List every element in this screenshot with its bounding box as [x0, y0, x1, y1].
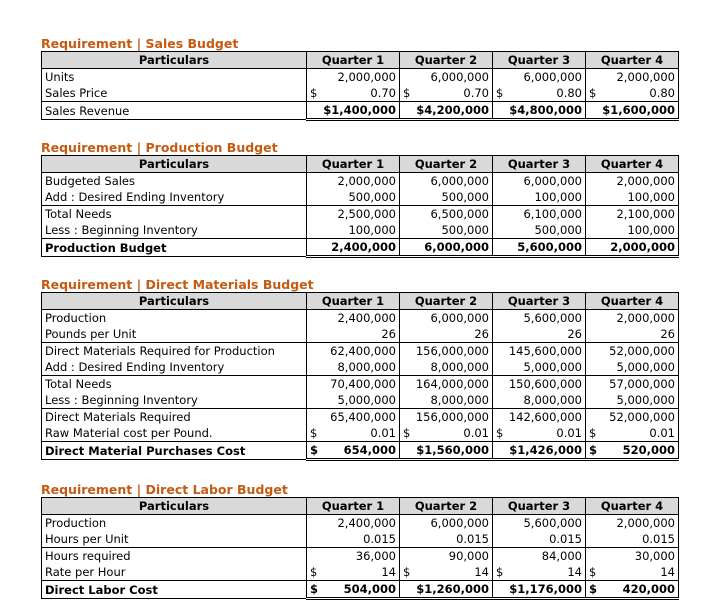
cell-value — [307, 102, 400, 120]
value-text: 0.01 — [649, 426, 675, 440]
direct-labor-budget-section — [41, 482, 679, 600]
table-row — [42, 425, 679, 442]
cell-value: 5,000,000 — [493, 359, 586, 376]
quarter-header-4: Quarter 4 — [586, 498, 679, 515]
particulars-header: Particulars — [42, 156, 307, 173]
row-label: Total Needs — [42, 376, 307, 393]
currency-symbol: $ — [589, 443, 598, 457]
cell-value: 70,400,000 — [307, 376, 400, 393]
quarter-header-2: Quarter 2 — [400, 52, 493, 69]
cell-value — [400, 581, 493, 599]
cell-value: 65,400,000 — [307, 409, 400, 426]
quarter-header-3: Quarter 3 — [493, 498, 586, 515]
cell-value: 500,000 — [307, 189, 400, 206]
cell-value: 6,500,000 — [400, 206, 493, 223]
table-row — [42, 310, 679, 327]
cell-value — [493, 425, 586, 442]
currency-symbol: $ — [310, 565, 318, 579]
row-label: Total Needs — [42, 206, 307, 223]
sales-budget-table — [41, 51, 679, 121]
table-row — [42, 548, 679, 565]
currency-symbol: $ — [589, 565, 597, 579]
cell-value — [493, 564, 586, 581]
row-label: Less : Beginning Inventory — [42, 392, 307, 409]
currency-symbol: $ — [589, 582, 598, 596]
value-text: 0.80 — [556, 86, 582, 100]
cell-value: 26 — [400, 326, 493, 343]
value-text: $1,560,000 — [416, 443, 489, 457]
cell-value: 36,000 — [307, 548, 400, 565]
row-label: Sales Revenue — [42, 102, 307, 120]
cell-value — [586, 564, 679, 581]
cell-value: 30,000 — [586, 548, 679, 565]
cell-value: 500,000 — [493, 222, 586, 239]
cell-value: 26 — [586, 326, 679, 343]
cell-value: 52,000,000 — [586, 343, 679, 360]
cell-value: 5,600,000 — [493, 310, 586, 327]
table-row — [42, 343, 679, 360]
cell-value: 2,100,000 — [586, 206, 679, 223]
cell-value: 6,000,000 — [493, 69, 586, 86]
table-row — [42, 189, 679, 206]
cell-value: 57,000,000 — [586, 376, 679, 393]
cell-value: 150,600,000 — [493, 376, 586, 393]
particulars-header: Particulars — [42, 293, 307, 310]
table-row — [42, 564, 679, 581]
cell-value: 145,600,000 — [493, 343, 586, 360]
cell-value: 62,400,000 — [307, 343, 400, 360]
value-text: 0.01 — [556, 426, 582, 440]
particulars-header: Particulars — [42, 498, 307, 515]
currency-symbol: $ — [403, 426, 411, 440]
cell-value: 100,000 — [586, 222, 679, 239]
cell-value: 5,600,000 — [493, 239, 586, 257]
row-label: Less : Beginning Inventory — [42, 222, 307, 239]
row-label: Direct Labor Cost — [42, 581, 307, 599]
row-label: Add : Desired Ending Inventory — [42, 189, 307, 206]
cell-value: 5,000,000 — [586, 392, 679, 409]
cell-value: 52,000,000 — [586, 409, 679, 426]
row-label: Rate per Hour — [42, 564, 307, 581]
cell-value: 0.015 — [400, 531, 493, 548]
cell-value — [493, 581, 586, 599]
cell-value: 6,000,000 — [400, 173, 493, 190]
cell-value — [586, 85, 679, 102]
currency-symbol: $ — [403, 86, 411, 100]
quarter-header-1: Quarter 1 — [307, 498, 400, 515]
row-label: Units — [42, 69, 307, 86]
quarter-header-3: Quarter 3 — [493, 52, 586, 69]
cell-value: 2,000,000 — [586, 515, 679, 532]
row-label: Budgeted Sales — [42, 173, 307, 190]
cell-value: 0.015 — [307, 531, 400, 548]
cell-value: 2,000,000 — [586, 239, 679, 257]
table-row — [42, 392, 679, 409]
header-row — [42, 52, 679, 69]
table-row — [42, 173, 679, 190]
table-row — [42, 85, 679, 102]
row-label: Raw Material cost per Pound. — [42, 425, 307, 442]
cell-value: 2,400,000 — [307, 515, 400, 532]
value-text: 654,000 — [343, 443, 396, 457]
quarter-header-3: Quarter 3 — [493, 156, 586, 173]
production-budget-table — [41, 155, 679, 258]
section-title: Requirement | Direct Labor Budget — [41, 482, 288, 497]
cell-value: 90,000 — [400, 548, 493, 565]
row-label: Production — [42, 310, 307, 327]
table-row — [42, 531, 679, 548]
currency-symbol: $ — [310, 426, 318, 440]
value-text: $1,260,000 — [416, 582, 489, 596]
table-row — [42, 206, 679, 223]
quarter-header-4: Quarter 4 — [586, 52, 679, 69]
header-row — [42, 498, 679, 515]
cell-value: 2,000,000 — [586, 173, 679, 190]
cell-value: 8,000,000 — [400, 359, 493, 376]
value-text: 0.80 — [649, 86, 675, 100]
row-label: Hours per Unit — [42, 531, 307, 548]
cell-value — [400, 442, 493, 460]
value-text: $1,426,000 — [509, 443, 582, 457]
cell-value — [586, 442, 679, 460]
cell-value — [400, 564, 493, 581]
cell-value: 2,000,000 — [307, 69, 400, 86]
sales-budget-section — [41, 36, 679, 121]
value-text: $1,400,000 — [323, 103, 396, 117]
cell-value — [493, 85, 586, 102]
table-row — [42, 222, 679, 239]
value-text: 520,000 — [622, 443, 675, 457]
cell-value: 2,400,000 — [307, 310, 400, 327]
cell-value — [307, 425, 400, 442]
cell-value: 2,000,000 — [586, 310, 679, 327]
value-text: $4,200,000 — [416, 103, 489, 117]
value-text: 0.70 — [370, 86, 396, 100]
section-title: Requirement | Sales Budget — [41, 36, 239, 51]
table-row — [42, 102, 679, 120]
quarter-header-1: Quarter 1 — [307, 293, 400, 310]
cell-value: 8,000,000 — [400, 392, 493, 409]
value-text: $4,800,000 — [509, 103, 582, 117]
cell-value: 5,000,000 — [586, 359, 679, 376]
quarter-header-1: Quarter 1 — [307, 52, 400, 69]
row-label: Hours required — [42, 548, 307, 565]
table-row — [42, 581, 679, 599]
cell-value: 2,000,000 — [586, 69, 679, 86]
cell-value: 6,000,000 — [400, 239, 493, 257]
value-text: 0.01 — [370, 426, 396, 440]
table-row — [42, 409, 679, 426]
value-text: $1,600,000 — [602, 103, 675, 117]
cell-value: 100,000 — [493, 189, 586, 206]
quarter-header-4: Quarter 4 — [586, 156, 679, 173]
cell-value: 0.015 — [493, 531, 586, 548]
table-row — [42, 326, 679, 343]
row-label: Pounds per Unit — [42, 326, 307, 343]
value-text: 0.70 — [463, 86, 489, 100]
production-budget-section — [41, 140, 679, 258]
currency-symbol: $ — [310, 86, 318, 100]
cell-value: 156,000,000 — [400, 409, 493, 426]
row-label: Direct Materials Required for Production — [42, 343, 307, 360]
value-text: 504,000 — [343, 582, 396, 596]
cell-value: 5,000,000 — [307, 392, 400, 409]
quarter-header-2: Quarter 2 — [400, 293, 493, 310]
cell-value: 26 — [493, 326, 586, 343]
direct-labor-budget-table — [41, 497, 679, 600]
currency-symbol: $ — [589, 426, 597, 440]
cell-value — [586, 425, 679, 442]
cell-value: 500,000 — [400, 189, 493, 206]
cell-value: 100,000 — [586, 189, 679, 206]
quarter-header-3: Quarter 3 — [493, 293, 586, 310]
cell-value: 500,000 — [400, 222, 493, 239]
row-label: Direct Materials Required — [42, 409, 307, 426]
currency-symbol: $ — [310, 443, 319, 457]
table-row — [42, 359, 679, 376]
header-row — [42, 156, 679, 173]
particulars-header: Particulars — [42, 52, 307, 69]
quarter-header-4: Quarter 4 — [586, 293, 679, 310]
cell-value: 6,000,000 — [493, 173, 586, 190]
cell-value: 26 — [307, 326, 400, 343]
cell-value: 6,000,000 — [400, 515, 493, 532]
value-text: 14 — [474, 565, 489, 579]
direct-materials-budget-section — [41, 277, 679, 461]
currency-symbol: $ — [589, 86, 597, 100]
cell-value — [493, 442, 586, 460]
cell-value — [307, 85, 400, 102]
value-text: $1,176,000 — [509, 582, 582, 596]
cell-value: 6,000,000 — [400, 310, 493, 327]
cell-value — [493, 102, 586, 120]
cell-value: 2,000,000 — [307, 173, 400, 190]
value-text: 14 — [381, 565, 396, 579]
cell-value: 0.015 — [586, 531, 679, 548]
section-title: Requirement | Production Budget — [41, 140, 278, 155]
cell-value: 6,100,000 — [493, 206, 586, 223]
cell-value: 2,500,000 — [307, 206, 400, 223]
cell-value: 8,000,000 — [493, 392, 586, 409]
cell-value: 2,400,000 — [307, 239, 400, 257]
row-label: Sales Price — [42, 85, 307, 102]
cell-value: 5,600,000 — [493, 515, 586, 532]
cell-value — [586, 102, 679, 120]
currency-symbol: $ — [496, 426, 504, 440]
value-text: 420,000 — [622, 582, 675, 596]
table-row — [42, 239, 679, 257]
table-row — [42, 515, 679, 532]
value-text: 14 — [660, 565, 675, 579]
table-row — [42, 69, 679, 86]
cell-value — [307, 564, 400, 581]
cell-value: 8,000,000 — [307, 359, 400, 376]
row-label: Add : Desired Ending Inventory — [42, 359, 307, 376]
value-text: 0.01 — [463, 426, 489, 440]
cell-value — [307, 581, 400, 599]
quarter-header-2: Quarter 2 — [400, 156, 493, 173]
direct-materials-budget-table — [41, 292, 679, 461]
value-text: 14 — [567, 565, 582, 579]
row-label: Direct Material Purchases Cost — [42, 442, 307, 460]
cell-value — [400, 85, 493, 102]
quarter-header-2: Quarter 2 — [400, 498, 493, 515]
cell-value: 164,000,000 — [400, 376, 493, 393]
row-label: Production — [42, 515, 307, 532]
cell-value — [400, 425, 493, 442]
currency-symbol: $ — [496, 565, 504, 579]
cell-value — [400, 102, 493, 120]
currency-symbol: $ — [403, 565, 411, 579]
cell-value: 6,000,000 — [400, 69, 493, 86]
cell-value — [307, 442, 400, 460]
table-row — [42, 442, 679, 460]
cell-value: 84,000 — [493, 548, 586, 565]
table-row — [42, 376, 679, 393]
cell-value — [586, 581, 679, 599]
quarter-header-1: Quarter 1 — [307, 156, 400, 173]
section-title: Requirement | Direct Materials Budget — [41, 277, 314, 292]
header-row — [42, 293, 679, 310]
cell-value: 142,600,000 — [493, 409, 586, 426]
row-label: Production Budget — [42, 239, 307, 257]
currency-symbol: $ — [496, 86, 504, 100]
cell-value: 156,000,000 — [400, 343, 493, 360]
currency-symbol: $ — [310, 582, 319, 596]
cell-value: 100,000 — [307, 222, 400, 239]
